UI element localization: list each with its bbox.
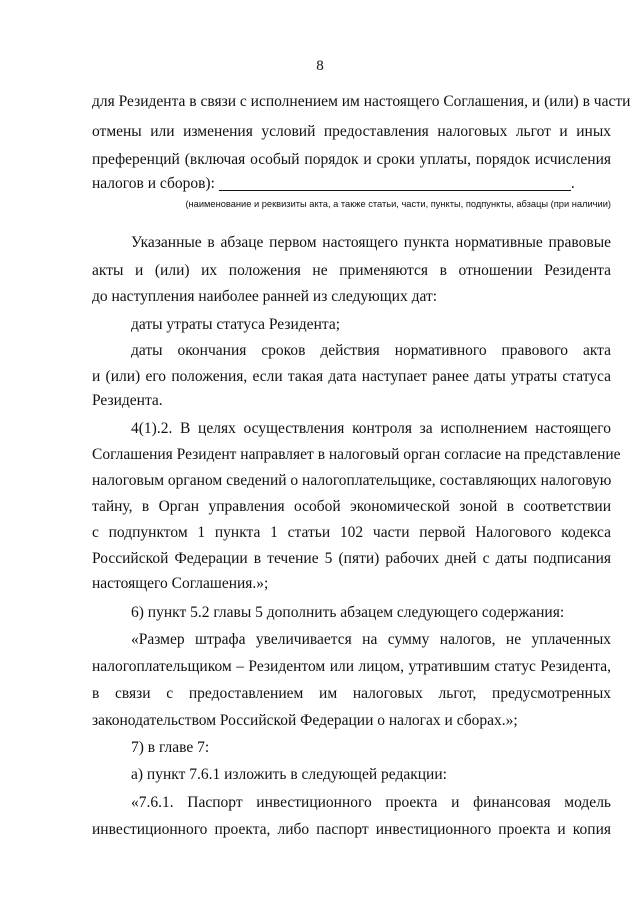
text-line: настоящего Соглашения.»;	[92, 575, 269, 592]
fill-in-blank-line	[219, 176, 571, 191]
field-caption: (наименование и реквизиты акта, а также статьи, части, пункты, подпункты, абзацы (при наличии)	[185, 199, 611, 209]
text-line: в связи с предоставлением им налоговых льгот, предусмотренных	[92, 685, 611, 702]
text-line: даты утраты статуса Резидента;	[131, 316, 341, 333]
text-fragment: налогов и сборов):	[92, 175, 215, 192]
page-number: 8	[316, 58, 324, 74]
text-line: отмены или изменения условий предоставления налоговых льгот и иных	[92, 123, 611, 140]
text-line: даты окончания сроков действия нормативного правового акта	[131, 342, 611, 359]
text-fragment: .	[570, 175, 575, 192]
text-line: акты и (или) их положения не применяются в отношении Резидента	[92, 262, 611, 279]
text-line: Указанные в абзаце первом настоящего пункта нормативные правовые	[131, 234, 611, 251]
text-line: 4(1).2. В целях осуществления контроля за исполнением настоящего	[131, 420, 611, 437]
text-line: преференций (включая особый порядок и сроки уплаты, порядок исчисления	[92, 151, 611, 168]
text-line: инвестиционного проекта, либо паспорт инвестиционного проекта и копия	[92, 821, 611, 838]
text-line: «7.6.1. Паспорт инвестиционного проекта и финансовая модель	[131, 794, 611, 811]
text-line: 7) в главе 7:	[131, 739, 210, 756]
text-line: «Размер штрафа увеличивается на сумму налогов, не уплаченных	[131, 631, 611, 648]
text-line: Соглашения Резидент направляет в налоговый орган согласие на представление	[92, 446, 621, 463]
text-line: налоговым органом сведений о налогоплательщике, составляющих налоговую	[92, 472, 612, 489]
text-line: до наступления наиболее ранней из следующих дат:	[92, 288, 438, 305]
text-line: а) пункт 7.6.1 изложить в следующей редакции:	[131, 766, 447, 783]
text-line: законодательством Российской Федерации о налогах и сборах.»;	[92, 712, 518, 729]
text-line: тайну, в Орган управления особой экономической зоной в соответствии	[92, 498, 611, 515]
text-line: с подпунктом 1 пункта 1 статьи 102 части первой Налогового кодекса	[92, 524, 611, 541]
text-line-with-blank	[92, 174, 611, 194]
text-line: Российской Федерации в течение 5 (пяти) рабочих дней с даты подписания	[92, 550, 611, 567]
text-line: налогоплательщиком – Резидентом или лицом, утратившим статус Резидента,	[92, 658, 611, 675]
text-line: 6) пункт 5.2 главы 5 дополнить абзацем следующего содержания:	[131, 604, 565, 621]
text-line: для Резидента в связи с исполнением им настоящего Соглашения, и (или) в части	[92, 93, 631, 110]
text-line: Резидента.	[92, 392, 163, 409]
text-line: и (или) его положения, если такая дата наступает ранее даты утраты статуса	[92, 368, 611, 385]
